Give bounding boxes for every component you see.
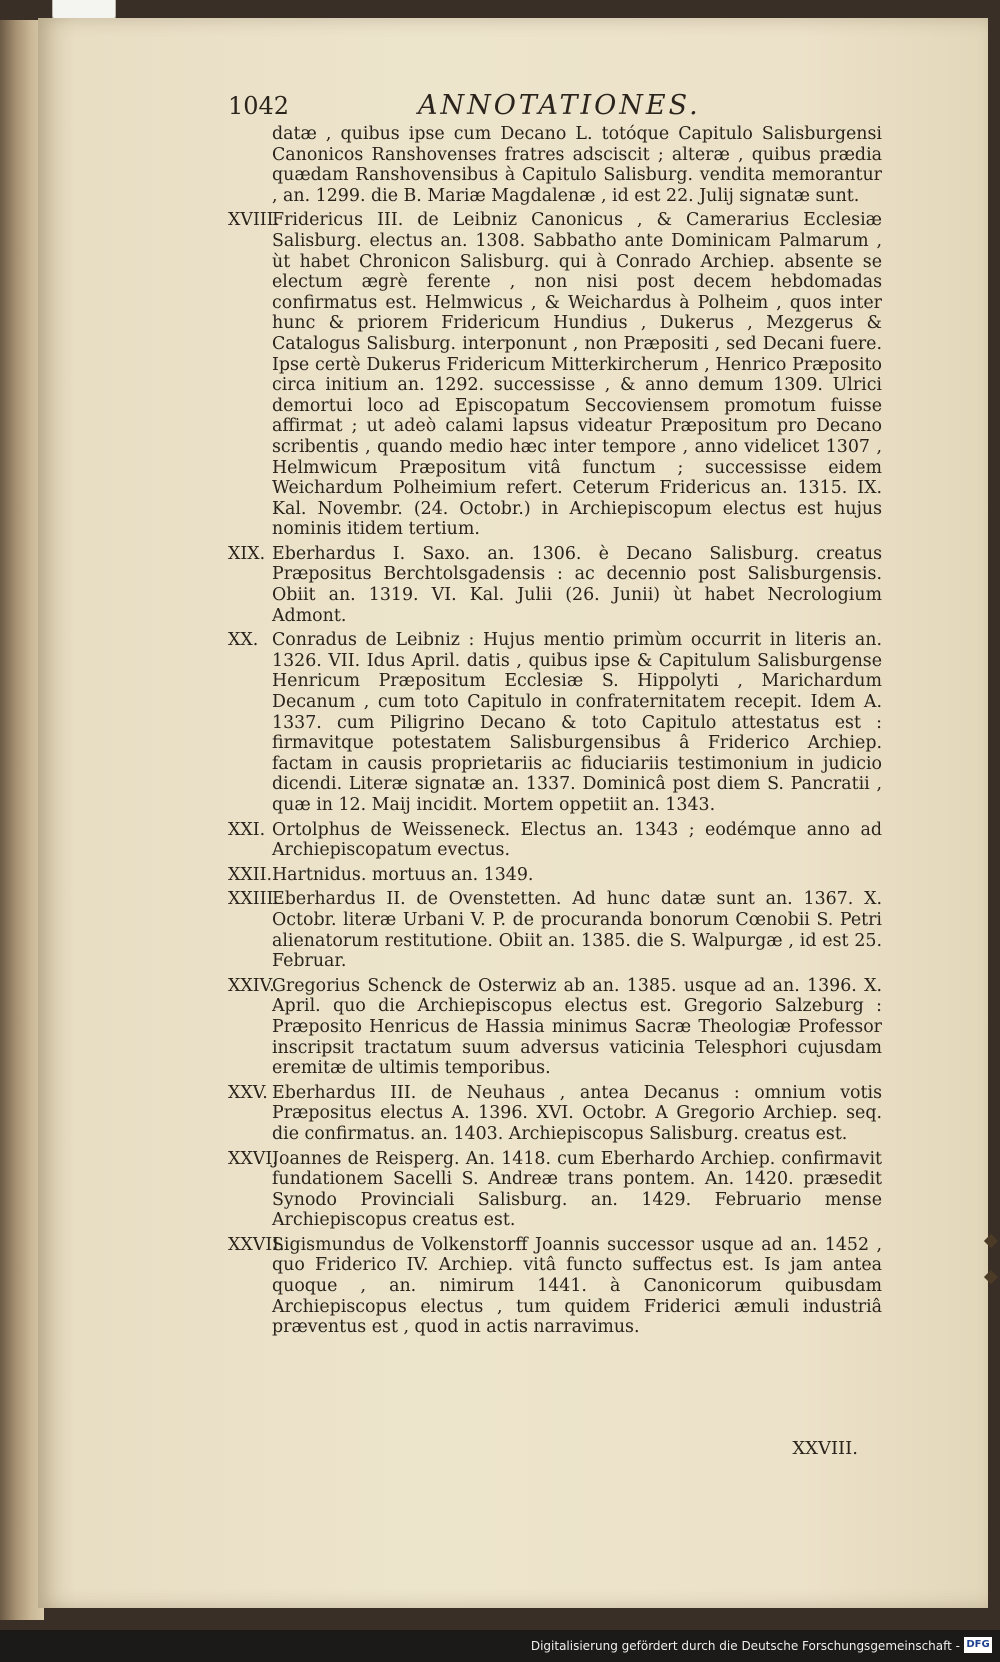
page-number: 1042	[228, 92, 290, 120]
entry-number: XX.	[228, 630, 259, 651]
entry-number: XXV.	[228, 1082, 268, 1103]
entry-text: Gregorius Schenck de Osterwiz ab an. 1385. usque ad an. 1396. X. April. quo die Archiepiscopus electus est. Gregorio Salzeburg : Præposito Henricus de Hassia minimus Sacræ Theologiæ Professor inscripsit tractatum suum adversus vaticinia Telesphori cujusdam eremitæ de ultimis temporibus.	[272, 975, 882, 1079]
entry-text: Joannes de Reisperg. An. 1418. cum Eberhardo Archiep. confirmavit fundationem Sacelli S. Andreæ trans pontem. An. 1420. præsedit Synodo Provinciali Salisburg. an. 1429. Februario mense Archiepiscopus creatus est.	[272, 1148, 882, 1231]
edge-mark-icon	[984, 1270, 998, 1284]
page-edge-marks	[986, 1210, 998, 1330]
entry-text: Conradus de Leibniz : Hujus mentio primùm occurrit in literis an. 1326. VII. Idus April. datis , quibus ipse & Capitulum Salisburgense Henricum Præpositum Ecclesiæ S. Hippolyti , Marichardum Decanum , cum toto Capitulo in confraternitatem recepit. Idem A. 1337. cum Piligrino Decano & toto Capitulo attestatus est : firmavitque potestatem Salisburgensibus â Friderico Archiep. factam in causis proprietariis ac fiduciariis testimonium in judicio dicendi. Literæ signatæ an. 1337. Dominicâ post diem S. Pancratii , quæ in 12. Maij incidit. Mortem oppetiit an. 1343.	[272, 630, 882, 815]
edge-mark-icon	[984, 1234, 998, 1248]
entry	[228, 630, 882, 815]
entry-text: Hartnidus. mortuus an. 1349.	[272, 864, 534, 885]
entry	[228, 1149, 882, 1231]
entry	[228, 865, 882, 886]
running-title: ANNOTATIONES.	[418, 90, 701, 121]
entry-text: Eberhardus I. Saxo. an. 1306. è Decano Salisburg. creatus Præpositus Berchtolsgadensis : ac decennio post Salisburgensis. Obiit an. 1319. VI. Kal. Julii (26. Junii) ùt habet Necrologium Admont.	[272, 543, 882, 626]
entry	[228, 889, 882, 971]
entry-text: Eberhardus III. de Neuhaus , antea Decanus : omnium votis Præpositus electus A. 1396. XVI. Octobr. A Gregorio Archiep. seq. die confirmatus. an. 1403. Archiepiscopus Salisburg. creatus est.	[272, 1082, 882, 1144]
entry	[228, 544, 882, 626]
entry-number: XVIII.	[228, 210, 280, 231]
dfg-logo-icon: DFG	[964, 1637, 992, 1653]
entry	[228, 1235, 882, 1338]
entry	[228, 124, 882, 206]
entry-number: XXI.	[228, 819, 266, 840]
entry-text: Eberhardus II. de Ovenstetten. Ad hunc datæ sunt an. 1367. X. Octobr. literæ Urbani V. P. de procuranda bonorum Cœnobii S. Petri alienatorum restitutione. Obiit an. 1385. die S. Walpurgæ , id est 25. Februar.	[272, 889, 882, 972]
page-text	[228, 124, 882, 1342]
entry-text: datæ , quibus ipse cum Decano L. totóque Capitulo Salisburgensi Canonicos Ranshovenses fratres adsciscit ; alteræ , quibus prædia quædam Ranshovensibus à Capitulo Salisburg. vendita memorantur , an. 1299. die B. Mariæ Magdalenæ , id est 22. Julij signatæ sunt.	[272, 124, 882, 206]
entry	[228, 976, 882, 1079]
entry	[228, 820, 882, 861]
footer-credit: Digitalisierung gefördert durch die Deutsche Forschungsgemeinschaft -	[530, 1639, 960, 1653]
entry	[228, 210, 882, 540]
entry-number: XXII.	[228, 864, 273, 885]
entry-text: Fridericus III. de Leibniz Canonicus , & Camerarius Ecclesiæ Salisburg. electus an. 1308. Sabbatho ante Dominicam Palmarum , ùt habet Chronicon Salisburg. qui à Conrado Archiep. absente se electum ægrè ferente , non nisi post decem hebdomadas confirmatus est. Helmwicus , & Weichardus à Polheim , quos inter hunc & priorem Fridericum Hundius , Dukerus , Mezgerus & Catalogus Salisburg. interponunt , non Præpositi , sed Decani fuere. Ipse certè Dukerus Fridericum Mitterkircherum , Henrico Præposito circa initium an. 1292. successisse , & anno demum 1309. Ulrici demortui loco ad Episcopatum Seccoviensem promotum fuisse affirmat ; ut adeò calami lapsus videatur Præpositum pro Decano scribentis , quando medio hæc inter tempore , anno videlicet 1307 , Helmwicum Præpositum vitâ functum ; successisse eidem Weichardum Polheimium refert. Ceterum Fridericus an. 1315. IX. Kal. Novembr. (24. Octobr.) in Archiepiscopum electus est hujus nominis itidem tertium.	[272, 210, 882, 540]
entry-number: XXIII.	[228, 889, 279, 910]
entry-number: XXVI.	[228, 1148, 278, 1169]
catchword: XXVIII.	[792, 1438, 858, 1459]
entry-number: XXVII.	[228, 1234, 285, 1255]
entry-text: Sigismundus de Volkenstorff Joannis successor usque ad an. 1452 , quo Friderico IV. Archiep. vitâ functo suffectus est. Is jam antea quoque , an. nimirum 1441. à Canonicorum quibusdam Archiepiscopus electus , tum quidem Friderici æmuli industriâ præventus est , quod in actis narravimus.	[272, 1234, 882, 1338]
entry-number: XIX.	[228, 543, 266, 564]
entry-text: Ortolphus de Weisseneck. Electus an. 1343 ; eodémque anno ad Archiepiscopatum evectus.	[272, 819, 882, 861]
entry	[228, 1083, 882, 1145]
entry-number: XXIV.	[228, 975, 275, 996]
